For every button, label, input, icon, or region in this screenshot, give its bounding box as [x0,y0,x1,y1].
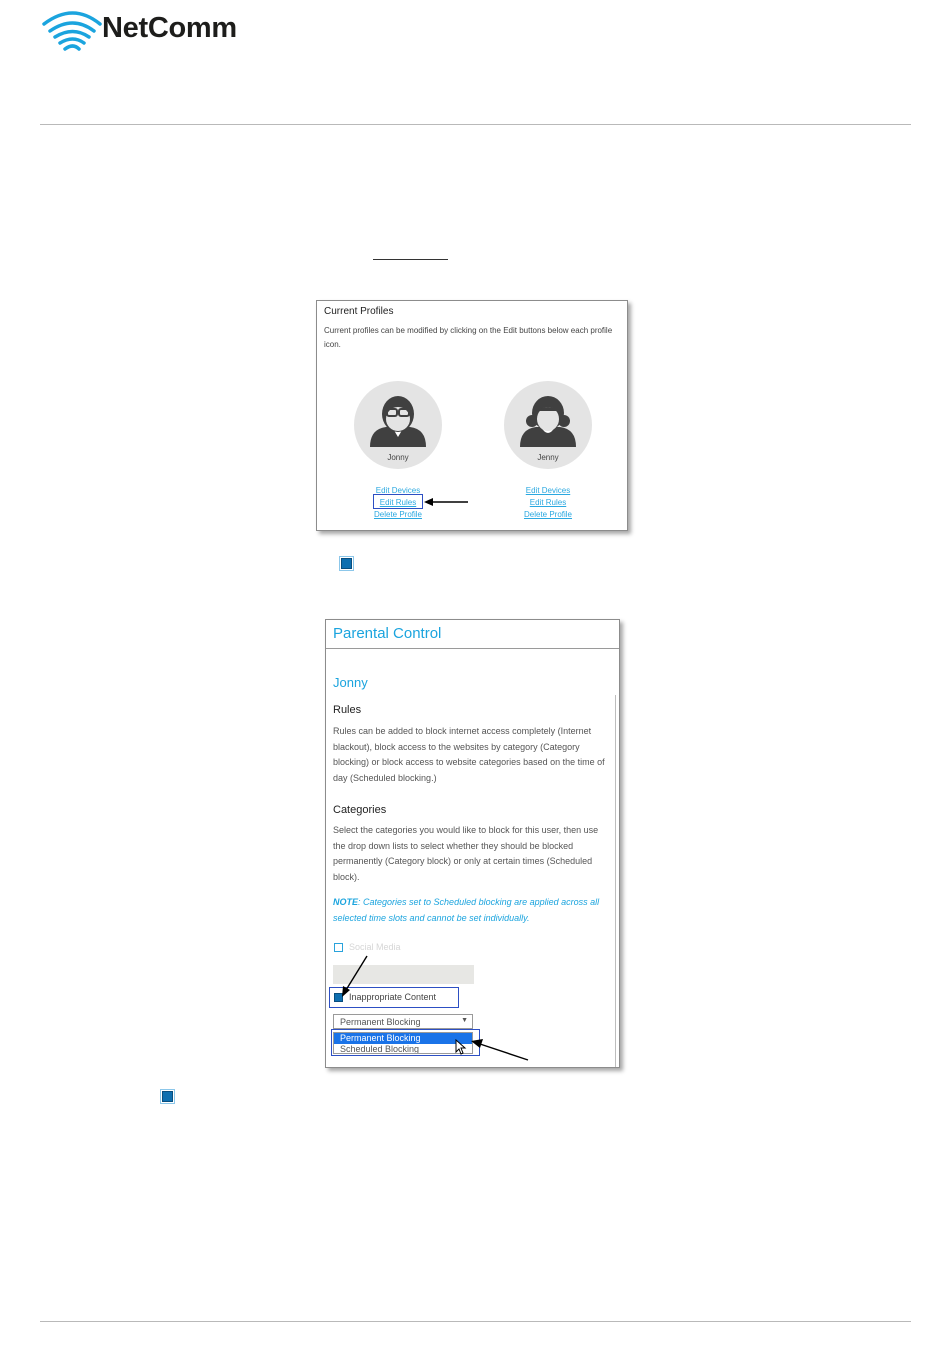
profile-avatar-jenny[interactable] [504,381,592,469]
title-divider [326,648,619,649]
social-media-label: Social Media [349,942,401,952]
note-body: : Categories set to Scheduled blocking are applied across all selected time slots and cannot be set individually. [333,897,600,923]
brand-name: NetComm [102,12,237,44]
edit-devices-link-jonny[interactable]: Edit Devices [375,486,421,495]
profile-name: Jonny [333,675,368,690]
inappropriate-content-label: Inappropriate Content [349,992,437,1002]
annotation-arrow-option [466,1032,532,1064]
profile-avatar-jonny[interactable] [354,381,442,469]
panel-title: Parental Control [333,625,442,642]
dropdown-arrow-icon: ▼ [461,1017,468,1024]
profile-name: Jonny [387,453,409,462]
option-scheduled-blocking[interactable]: Scheduled Blocking [340,1044,420,1054]
step-marker-icon [162,1091,173,1102]
underline-mark [373,259,448,260]
header-divider [40,124,911,125]
social-media-checkbox[interactable] [334,943,343,952]
categories-heading: Categories [333,804,387,816]
blocking-type-select[interactable] [333,1014,473,1029]
panel-description: Current profiles can be modified by clicking on the Edit buttons below each profile icon. [324,326,613,349]
wifi-logo-icon [42,8,102,56]
note-label: NOTE [333,897,359,907]
rules-description: Rules can be added to block internet access completely (Internet blackout), block access to the websites by category (Category blocking) or block access to website categories based on the time of day (Scheduled blocking.) [333,726,605,783]
annotation-arrow-edit-rules [420,494,472,510]
edit-rules-highlight [373,494,423,509]
option-permanent-blocking[interactable]: Permanent Blocking [334,1033,472,1044]
parental-control-panel [325,619,620,1068]
panel-title: Current Profiles [324,306,394,317]
edit-devices-link-jenny[interactable]: Edit Devices [525,486,571,495]
profile-name: Jenny [537,453,559,462]
edit-rules-link-jonny[interactable]: Edit Rules [379,498,417,507]
select-value: Permanent Blocking [340,1017,421,1027]
categories-description: Select the categories you would like to block for this user, then use the drop down lists to select whether they should be blocked permanently (Category block) or only at certain times (Scheduled block). [333,825,599,882]
note-text [333,895,613,926]
step-marker-icon [341,558,352,569]
annotation-arrow-checkbox [336,952,372,1000]
delete-profile-link-jenny[interactable]: Delete Profile [523,510,573,519]
edit-rules-link-jenny[interactable]: Edit Rules [529,498,567,507]
current-profiles-panel [316,300,628,531]
scrollbar[interactable] [615,695,616,1067]
delete-profile-link-jonny[interactable]: Delete Profile [373,510,423,519]
rules-heading: Rules [333,704,362,716]
footer-divider [40,1321,911,1322]
